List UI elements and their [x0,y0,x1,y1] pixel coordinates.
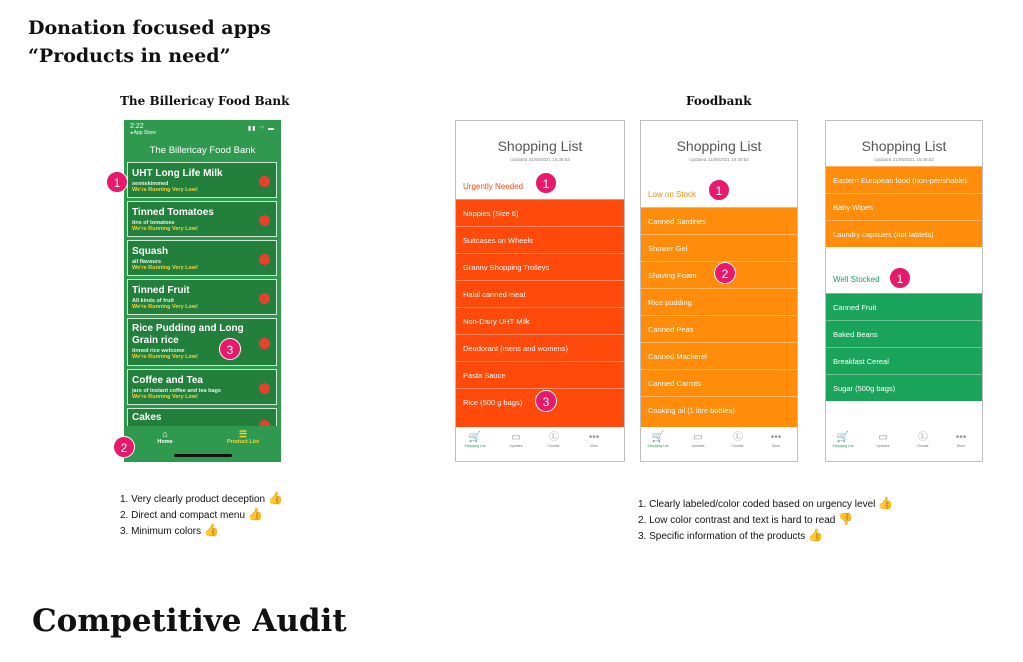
list-icon: ☰ [238,429,248,439]
tab-label: Shopping List [647,444,669,448]
red-status-dot-icon [259,338,270,349]
tab-updates[interactable] [501,431,531,448]
chat-icon: ▭ [693,432,703,443]
app1-screenshot [124,120,281,462]
red-status-dot-icon [259,254,270,265]
tab-bar [456,427,624,462]
more-dots-icon: ••• [770,432,782,443]
list-item[interactable]: Shower Gel [641,234,797,261]
note-text: 2. Direct and compact menu [120,510,246,521]
tab-home[interactable] [150,429,180,445]
tab-shopping-list[interactable] [643,431,673,448]
tab-label: Updates [691,444,705,448]
cart-icon: 🛒 [468,432,482,443]
app1-header: The Billericay Food Bank [149,145,256,156]
tab-donate[interactable] [908,431,938,448]
list-item[interactable]: Baby Wipes [826,193,982,220]
annotation-marker-2: 2 [714,262,736,284]
list-item[interactable]: Canned Mackerel [641,342,797,369]
updated-timestamp: Updated 31/08/2021 16:38:52 [874,157,934,162]
thumbs-up-icon: 👍 [248,507,264,521]
product-warning: We're Running Very Low! [132,187,198,193]
annotation-marker-1: 1 [889,267,911,289]
product-card[interactable] [127,162,277,198]
note-text: 3. Minimum colors [120,526,202,537]
list-item[interactable]: Nappies (Size 6) [456,199,624,226]
pound-coin-icon: Ⓛ [918,432,928,443]
product-sub: jars of instant coffee and tea bags [132,388,221,394]
annotation-marker-1: 1 [535,172,557,194]
list-item[interactable]: Eastern European food (non-perishable) [826,166,982,193]
product-warning: We're Running Very Low! [132,304,198,310]
annotation-marker-2: 2 [113,436,135,458]
product-name: Rice Pudding and Long Grain rice [132,323,244,346]
list-item[interactable]: Shaving Foam [641,261,797,288]
tab-label: Updates [876,444,890,448]
cart-icon: 🛒 [651,432,665,443]
list-item[interactable]: Laundry capsules (not tablets) [826,220,982,247]
status-time: 2:22 [130,123,144,130]
tab-label: Shopping List [832,444,854,448]
back-to-app-store[interactable]: ◂ App Store [130,130,156,136]
product-name: Cakes [132,412,162,423]
list-item[interactable]: Pasta Sauce [456,361,624,388]
screen-title: Shopping List [497,138,583,154]
product-name: Tinned Tomatoes [132,207,214,218]
foodbank-screen-well-stocked [825,120,983,462]
tab-donate[interactable] [539,431,569,448]
chat-icon: ▭ [878,432,888,443]
tab-label: More [590,444,598,448]
product-warning: We're Running Very Low! [132,265,198,271]
tab-bar [826,427,982,462]
signal-wifi-battery-icon: ▮▮ ◠ ▬ [247,126,275,132]
note-text: 2. Low color contrast and text is hard to read [638,515,836,526]
product-sub: tinned rice welcome [132,348,185,354]
home-indicator [174,454,232,457]
chat-icon: ▭ [511,432,521,443]
annotation-marker-3: 3 [535,390,557,412]
tab-product-list[interactable] [218,429,268,445]
footer-title: Competitive Audit [32,603,347,639]
product-name: UHT Long Life Milk [132,168,223,179]
product-card[interactable] [127,369,277,405]
red-status-dot-icon [259,293,270,304]
home-icon: ⌂ [162,429,168,439]
list-item[interactable]: Canned Sardines [641,207,797,234]
tab-label: Donate [548,444,560,448]
pound-coin-icon: Ⓛ [733,432,743,443]
pound-coin-icon: Ⓛ [549,432,559,443]
product-card[interactable] [127,318,277,366]
tab-label: Shopping List [464,444,486,448]
list-item[interactable]: Granny Shopping Trolleys [456,253,624,280]
red-status-dot-icon [259,176,270,187]
section-urgently-needed: Urgently Needed [463,182,524,191]
note-item [638,496,893,512]
product-card[interactable] [127,279,277,315]
tab-label: More [772,444,780,448]
annotation-marker-1: 1 [708,179,730,201]
list-item[interactable]: Deodorant (mens and womens) [456,334,624,361]
status-bar [130,123,156,137]
product-sub: semiskimmed [132,181,169,187]
heading-line-1: Donation focused apps [28,17,271,39]
tab-product-list-label: Product List [226,439,260,445]
more-dots-icon: ••• [588,432,600,443]
red-status-dot-icon [259,215,270,226]
list-item[interactable]: Sugar (500g bags) [826,374,982,401]
note-item [120,491,283,507]
product-warning: We're Running Very Low! [132,354,198,360]
product-name: Squash [132,246,169,257]
list-item[interactable]: Canned Peas [641,315,797,342]
annotation-marker-3: 3 [219,338,241,360]
product-sub: tins of tomatoes [132,220,175,226]
note-text: 3. Specific information of the products [638,531,806,542]
note-text: 1. Very clearly product deception [120,494,266,505]
app2-notes [638,496,893,544]
app1-notes [120,491,283,539]
note-text: 1. Clearly labeled/color coded based on urgency level [638,499,876,510]
thumbs-up-icon: 👍 [204,523,220,537]
tab-label: More [957,444,965,448]
note-item [120,507,283,523]
list-item[interactable]: Non-Dairy UHT Milk [456,307,624,334]
tab-shopping-list[interactable] [828,431,858,448]
screen-title: Shopping List [676,138,762,154]
tab-updates[interactable] [683,431,713,448]
list-item[interactable]: Breakfast Cereal [826,347,982,374]
note-item [120,523,283,539]
tab-more[interactable] [579,431,609,448]
tab-label: Donate [732,444,744,448]
note-item [638,528,893,544]
thumbs-down-icon: 👎 [838,512,854,526]
list-item[interactable]: Rice (500 g bags) [456,388,624,427]
product-card[interactable] [127,408,277,428]
product-warning: We're Running Very Low! [132,394,198,400]
cart-icon: 🛒 [836,432,850,443]
product-card[interactable] [127,201,277,237]
thumbs-up-icon: 👍 [808,528,824,542]
tab-bar [641,427,797,462]
list-item[interactable]: Cooking oil (1 litre bottles) [641,396,797,427]
product-name: Tinned Fruit [132,285,190,296]
tab-label: Donate [917,444,929,448]
list-item[interactable]: Baked Beans [826,320,982,347]
product-sub: all flavours [132,259,162,265]
product-name: Coffee and Tea [132,375,203,386]
tab-donate[interactable] [723,431,753,448]
note-item [638,512,893,528]
app1-label: The Billericay Food Bank [120,94,290,108]
list-item[interactable]: Halal canned meat [456,280,624,307]
tab-label: Updates [509,444,523,448]
updated-timestamp: Updated 31/08/2021 16:38:52 [689,157,749,162]
updated-timestamp: Updated 31/08/2021 16:38:52 [510,157,570,162]
annotation-marker-1: 1 [106,171,128,193]
section-low-on-stock: Low on Stock [648,190,697,199]
screen-title: Shopping List [861,138,947,154]
list-item[interactable]: Canned Carrots [641,369,797,396]
tab-home-label: Home [157,439,173,445]
app2-label: Foodbank [686,94,752,108]
thumbs-up-icon: 👍 [878,496,894,510]
product-warning: We're Running Very Low! [132,226,198,232]
tab-updates[interactable] [868,431,898,448]
tab-more[interactable] [946,431,976,448]
section-well-stocked: Well Stocked [833,275,880,284]
product-sub: All kinds of fruit [132,298,174,304]
thumbs-up-icon: 👍 [268,491,284,505]
tab-more[interactable] [761,431,791,448]
list-item[interactable]: Suitcases on Wheels [456,226,624,253]
foodbank-screen-low [640,120,798,462]
heading-line-2: “Products in need” [28,45,231,67]
list-item[interactable]: Rice pudding [641,288,797,315]
tab-shopping-list[interactable] [460,431,490,448]
more-dots-icon: ••• [955,432,967,443]
list-item[interactable]: Canned Fruit [826,293,982,320]
red-status-dot-icon [259,383,270,394]
product-card[interactable] [127,240,277,276]
